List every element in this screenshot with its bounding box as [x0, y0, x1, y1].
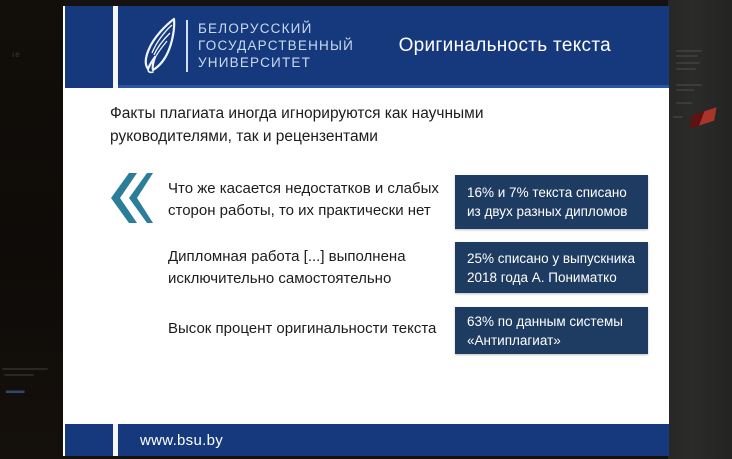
- background-artifact: [676, 62, 700, 64]
- slide: [63, 6, 669, 456]
- intro-paragraph: Факты плагиата иногда игнорируются как научными руководителями, так и рецензентами: [110, 105, 484, 145]
- header-left-block: [65, 6, 113, 88]
- fact-text-1: 16% и 7% текста списано из двух разных дипломов: [467, 185, 628, 219]
- quote-text-1: Что же касается недостатков и слабых сторон работы, то их практически нет: [168, 180, 439, 219]
- fact-text-2: 25% списано у выпускника 2018 года А. Пониматко: [467, 250, 635, 285]
- background-artifact: [676, 84, 702, 86]
- background-artifact: [2, 368, 48, 370]
- red-logo-shape: [689, 107, 716, 128]
- fact-box-1: [455, 175, 648, 229]
- logo-divider: [186, 20, 188, 72]
- feather-icon: [138, 17, 180, 75]
- background-artifact: ıe: [12, 50, 21, 59]
- footer-band: [118, 424, 669, 456]
- university-name-line: БЕЛОРУССКИЙ: [198, 21, 313, 36]
- background-artifact: [673, 116, 683, 118]
- background-artifact: [676, 89, 694, 91]
- background-left-panel: [0, 0, 64, 459]
- background-artifact: ▂▂▂: [6, 384, 25, 393]
- slide-title: Оригинальность текста: [398, 34, 611, 56]
- university-name-line: ГОСУДАРСТВЕННЫЙ: [198, 38, 355, 53]
- fact-box-3: [455, 307, 648, 354]
- slide-header: [63, 6, 669, 88]
- background-artifact: [676, 50, 702, 52]
- university-name: [198, 20, 354, 71]
- background-artifact: [676, 68, 696, 70]
- background-artifact: [676, 55, 698, 57]
- slide-footer: [63, 424, 669, 456]
- quote-text-3: Высок процент оригинальности текста: [168, 320, 437, 337]
- double-chevron-left-icon: [109, 173, 153, 228]
- university-name-line: УНИВЕРСИТЕТ: [198, 55, 312, 70]
- background-artifact: [4, 374, 34, 376]
- header-band: [118, 6, 669, 88]
- quote-text-2: Дипломная работа [...] выполнена исключительно самостоятельно: [168, 248, 406, 287]
- bsu-logo: [138, 17, 354, 75]
- footer-left-block: [65, 424, 113, 456]
- background-right-panel: [668, 0, 732, 459]
- footer-url: www.bsu.by: [140, 431, 224, 449]
- fact-text-3: 63% по данным системы «Антиплагиат»: [467, 313, 623, 348]
- background-artifact: [676, 102, 692, 104]
- fact-box-2: [455, 242, 648, 293]
